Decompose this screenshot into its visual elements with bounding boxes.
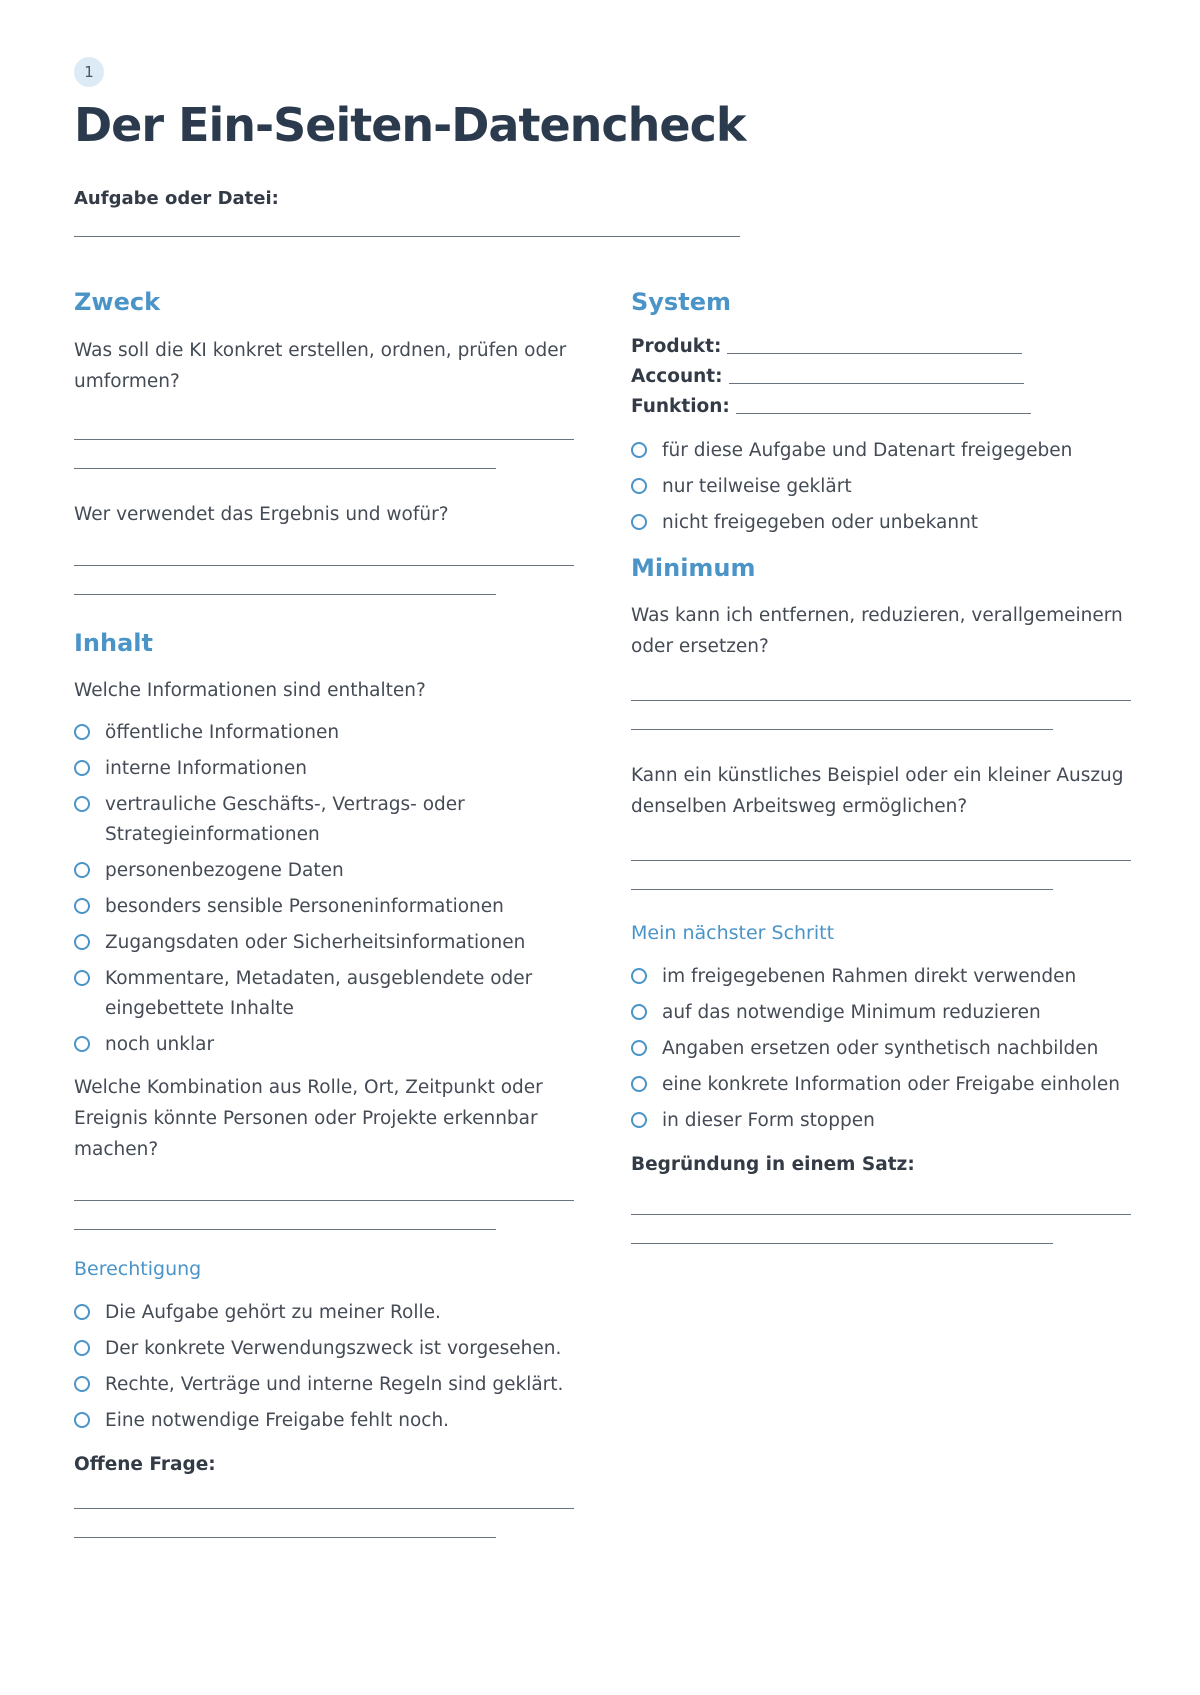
next-step-checklist [631, 962, 1136, 1136]
task-answer-line[interactable] [74, 236, 740, 237]
section-next-step [631, 918, 1136, 1244]
checklist-item[interactable]: Rechte, Verträge und interne Regeln sind geklärt. [74, 1370, 574, 1400]
question-minimum-2: Kann ein künstliches Beispiel oder ein kleiner Auszug denselben Arbeitsweg ermöglichen? [631, 765, 1124, 817]
checkbox-circle-icon[interactable] [631, 1076, 647, 1092]
checkbox-circle-icon[interactable] [631, 1004, 647, 1020]
checklist-item[interactable]: Kommentare, Metadaten, ausgeblendete oder eingebettete Inhalte [74, 964, 574, 1024]
checkbox-circle-icon[interactable] [631, 968, 647, 984]
checkbox-circle-icon[interactable] [74, 796, 90, 812]
field-row-produkt: Produkt: [631, 332, 1136, 362]
checkbox-circle-icon[interactable] [74, 1036, 90, 1052]
checklist-item[interactable]: eine konkrete Information oder Freigabe einholen [631, 1070, 1136, 1100]
checklist-item[interactable]: nur teilweise geklärt [631, 472, 1136, 502]
right-column [631, 284, 1136, 1244]
checkbox-circle-icon[interactable] [631, 1040, 647, 1056]
checklist-item[interactable]: Angaben ersetzen oder synthetisch nachbilden [631, 1034, 1136, 1064]
checkbox-circle-icon[interactable] [74, 934, 90, 950]
checkbox-circle-icon[interactable] [74, 898, 90, 914]
answer-line[interactable] [74, 1229, 496, 1230]
checkbox-circle-icon[interactable] [631, 442, 647, 458]
checklist-item[interactable]: für diese Aufgabe und Datenart freigegeben [631, 436, 1136, 466]
system-fields [631, 332, 1136, 422]
field-row-funktion: Funktion: [631, 392, 1136, 422]
checkbox-circle-icon[interactable] [74, 760, 90, 776]
answer-line[interactable] [74, 594, 496, 595]
checklist-item[interactable]: Eine notwendige Freigabe fehlt noch. [74, 1406, 574, 1436]
checklist-item[interactable]: vertrauliche Geschäfts-, Vertrags- oder Strategieinformationen [74, 790, 574, 850]
berechtigung-checklist [74, 1298, 574, 1436]
checkbox-circle-icon[interactable] [74, 724, 90, 740]
checkbox-circle-icon[interactable] [74, 862, 90, 878]
question-inhalt-2: Welche Kombination aus Rolle, Ort, Zeitpunkt oder Ereignis könnte Personen oder Projekte erkennbar machen? [74, 1077, 543, 1160]
answer-line[interactable] [74, 1200, 574, 1201]
reason-label: Begründung in einem Satz: [631, 1154, 915, 1175]
field-line-funktion[interactable] [736, 413, 1031, 414]
checkbox-circle-icon[interactable] [631, 1112, 647, 1128]
checkbox-circle-icon[interactable] [74, 1304, 90, 1320]
question-zweck-2: Wer verwendet das Ergebnis und wofür? [74, 504, 449, 525]
answer-line[interactable] [74, 1537, 496, 1538]
answer-line[interactable] [631, 860, 1131, 861]
answer-line[interactable] [74, 439, 574, 440]
checkbox-circle-icon[interactable] [74, 970, 90, 986]
answer-line[interactable] [631, 700, 1131, 701]
checkbox-circle-icon[interactable] [631, 478, 647, 494]
answer-line[interactable] [631, 1214, 1131, 1215]
answer-line[interactable] [631, 729, 1053, 730]
question-zweck-1: Was soll die KI konkret erstellen, ordnen, prüfen oder umformen? [74, 340, 567, 392]
inhalt-checklist [74, 718, 574, 1060]
question-inhalt-1: Welche Informationen sind enthalten? [74, 680, 426, 701]
checklist-item[interactable]: personenbezogene Daten [74, 856, 574, 886]
checklist-item[interactable]: im freigegebenen Rahmen direkt verwenden [631, 962, 1136, 992]
checkbox-circle-icon[interactable] [74, 1376, 90, 1392]
answer-line[interactable] [74, 1508, 574, 1509]
checklist-item[interactable]: auf das notwendige Minimum reduzieren [631, 998, 1136, 1028]
section-zweck [74, 284, 574, 595]
open-question-label: Offene Frage: [74, 1454, 216, 1475]
section-system [631, 284, 1136, 538]
section-heading-next-step: Mein nächster Schritt [631, 922, 835, 944]
section-minimum [631, 550, 1136, 890]
section-heading-berechtigung: Berechtigung [74, 1258, 202, 1280]
checklist-item[interactable]: besonders sensible Personeninformationen [74, 892, 574, 922]
left-column [74, 284, 574, 1538]
section-berechtigung [74, 1254, 574, 1538]
checklist-item[interactable]: Die Aufgabe gehört zu meiner Rolle. [74, 1298, 574, 1328]
system-checklist [631, 436, 1136, 538]
answer-line[interactable] [74, 468, 496, 469]
answer-line[interactable] [631, 889, 1053, 890]
answer-line[interactable] [74, 565, 574, 566]
page-number-badge: 1 [74, 57, 104, 87]
checklist-item[interactable]: nicht freigegeben oder unbekannt [631, 508, 1136, 538]
page-title: Der Ein-Seiten-Datencheck [74, 98, 746, 152]
section-heading-inhalt: Inhalt [74, 629, 153, 657]
checklist-item[interactable]: Zugangsdaten oder Sicherheitsinformationen [74, 928, 574, 958]
field-row-account: Account: [631, 362, 1136, 392]
checklist-item[interactable]: in dieser Form stoppen [631, 1106, 1136, 1136]
section-heading-system: System [631, 288, 731, 316]
section-heading-minimum: Minimum [631, 554, 756, 582]
section-inhalt [74, 625, 574, 1230]
task-label: Aufgabe oder Datei: [74, 188, 279, 209]
checklist-item[interactable]: noch unklar [74, 1030, 574, 1060]
checklist-item[interactable]: Der konkrete Verwendungszweck ist vorgesehen. [74, 1334, 574, 1364]
field-line-account[interactable] [729, 383, 1024, 384]
field-line-produkt[interactable] [727, 353, 1022, 354]
checklist-item[interactable]: interne Informationen [74, 754, 574, 784]
section-heading-zweck: Zweck [74, 288, 161, 316]
question-minimum-1: Was kann ich entfernen, reduzieren, verallgemeinern oder ersetzen? [631, 605, 1123, 657]
checklist-item[interactable]: öffentliche Informationen [74, 718, 574, 748]
answer-line[interactable] [631, 1243, 1053, 1244]
checkbox-circle-icon[interactable] [631, 514, 647, 530]
checkbox-circle-icon[interactable] [74, 1412, 90, 1428]
checkbox-circle-icon[interactable] [74, 1340, 90, 1356]
